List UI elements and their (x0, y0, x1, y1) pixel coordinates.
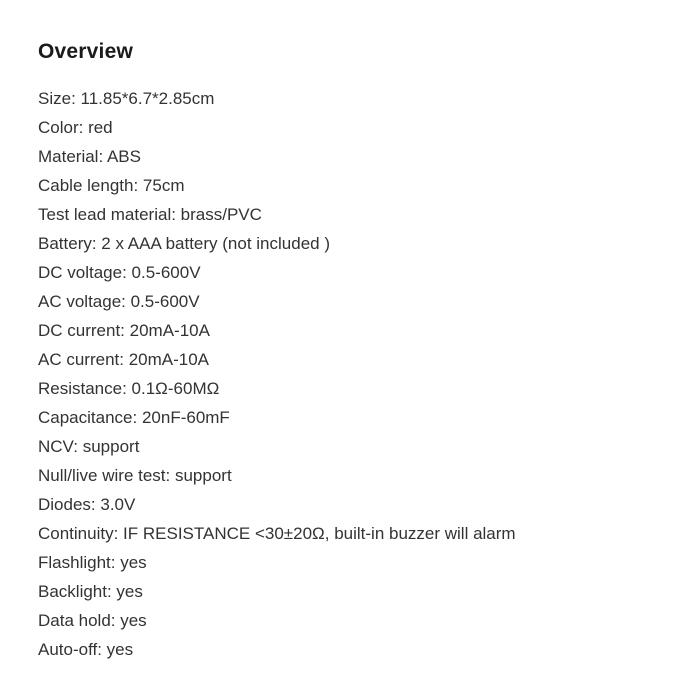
spec-color: Color: red (38, 118, 113, 138)
spec-dc-voltage: DC voltage: 0.5-600V (38, 263, 201, 283)
spec-continuity: Continuity: IF RESISTANCE <30±20Ω, built-in buzzer will alarm (38, 524, 516, 544)
spec-list (38, 84, 670, 664)
spec-data-hold: Data hold: yes (38, 611, 147, 631)
spec-ac-voltage: AC voltage: 0.5-600V (38, 292, 200, 312)
overview-heading: Overview (38, 40, 133, 63)
spec-size: Size: 11.85*6.7*2.85cm (38, 89, 215, 109)
spec-battery: Battery: 2 x AAA battery (not included ) (38, 234, 330, 254)
spec-material: Material: ABS (38, 147, 141, 167)
spec-capacitance: Capacitance: 20nF-60mF (38, 408, 230, 428)
spec-cable-length: Cable length: 75cm (38, 176, 185, 196)
spec-resistance: Resistance: 0.1Ω-60MΩ (38, 379, 220, 399)
spec-ncv: NCV: support (38, 437, 140, 457)
spec-diodes: Diodes: 3.0V (38, 495, 136, 515)
spec-backlight: Backlight: yes (38, 582, 143, 602)
spec-ac-current: AC current: 20mA-10A (38, 350, 210, 370)
spec-null-live-wire-test: Null/live wire test: support (38, 466, 232, 486)
spec-test-lead-material: Test lead material: brass/PVC (38, 205, 262, 225)
spec-dc-current: DC current: 20mA-10A (38, 321, 210, 341)
spec-auto-off: Auto-off: yes (38, 640, 134, 660)
spec-flashlight: Flashlight: yes (38, 553, 147, 573)
